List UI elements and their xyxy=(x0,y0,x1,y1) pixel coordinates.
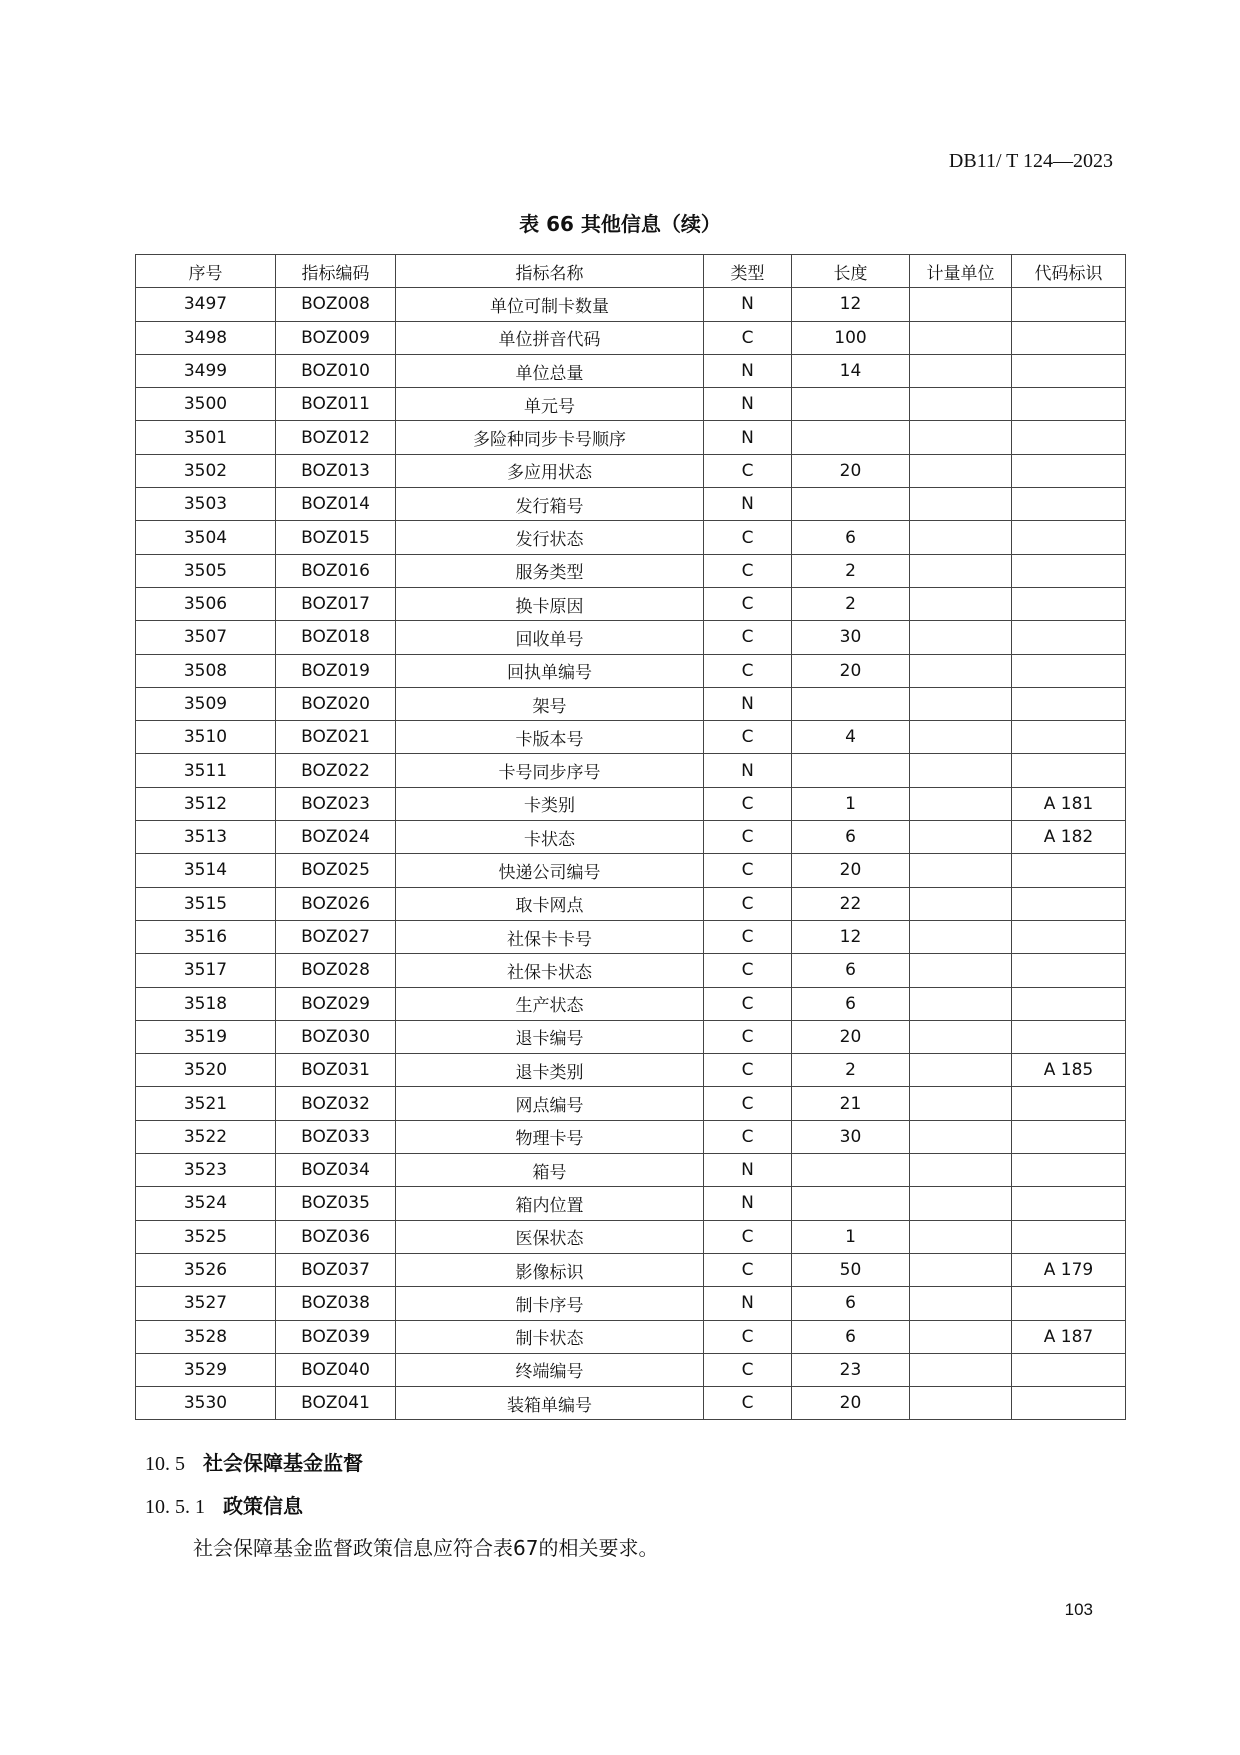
cell-name: 社保卡卡号 xyxy=(396,920,704,953)
cell-type: C xyxy=(704,1253,792,1286)
cell-code-id: A 182 xyxy=(1012,821,1126,854)
cell-name: 换卡原因 xyxy=(396,587,704,620)
cell-seq: 3500 xyxy=(136,388,276,421)
cell-code-id xyxy=(1012,1387,1126,1420)
cell-code-id xyxy=(1012,754,1126,787)
cell-seq: 3524 xyxy=(136,1187,276,1220)
cell-length: 20 xyxy=(792,654,910,687)
cell-name: 服务类型 xyxy=(396,554,704,587)
cell-length: 50 xyxy=(792,1253,910,1286)
cell-type: C xyxy=(704,1020,792,1053)
cell-seq: 3503 xyxy=(136,488,276,521)
cell-length: 2 xyxy=(792,554,910,587)
cell-seq: 3498 xyxy=(136,321,276,354)
cell-type: N xyxy=(704,388,792,421)
cell-code-id xyxy=(1012,987,1126,1020)
cell-code: BOZ018 xyxy=(276,621,396,654)
table-row xyxy=(136,1020,1126,1053)
cell-seq: 3514 xyxy=(136,854,276,887)
cell-unit xyxy=(910,1387,1012,1420)
cell-name: 取卡网点 xyxy=(396,887,704,920)
cell-code: BOZ010 xyxy=(276,354,396,387)
cell-length: 6 xyxy=(792,1320,910,1353)
cell-type: C xyxy=(704,587,792,620)
cell-name: 箱号 xyxy=(396,1154,704,1187)
table-row xyxy=(136,621,1126,654)
section-number: 10. 5 xyxy=(145,1453,185,1475)
cell-seq: 3522 xyxy=(136,1120,276,1153)
cell-length: 6 xyxy=(792,821,910,854)
table-row xyxy=(136,721,1126,754)
cell-length: 23 xyxy=(792,1353,910,1386)
table-row xyxy=(136,488,1126,521)
cell-code: BOZ020 xyxy=(276,687,396,720)
cell-code: BOZ015 xyxy=(276,521,396,554)
table-row xyxy=(136,1120,1126,1153)
cell-length: 20 xyxy=(792,454,910,487)
cell-code: BOZ041 xyxy=(276,1387,396,1420)
column-header: 指标名称 xyxy=(396,255,704,288)
cell-type: N xyxy=(704,1287,792,1320)
table-row xyxy=(136,1253,1126,1286)
cell-code-id xyxy=(1012,621,1126,654)
table-row xyxy=(136,1353,1126,1386)
cell-length: 20 xyxy=(792,854,910,887)
cell-code: BOZ008 xyxy=(276,288,396,321)
cell-code-id xyxy=(1012,887,1126,920)
cell-code-id xyxy=(1012,687,1126,720)
cell-name: 多险种同步卡号顺序 xyxy=(396,421,704,454)
cell-code: BOZ035 xyxy=(276,1187,396,1220)
cell-code: BOZ029 xyxy=(276,987,396,1020)
cell-code: BOZ022 xyxy=(276,754,396,787)
cell-unit xyxy=(910,1320,1012,1353)
cell-type: C xyxy=(704,987,792,1020)
cell-unit xyxy=(910,388,1012,421)
cell-unit xyxy=(910,521,1012,554)
cell-length: 22 xyxy=(792,887,910,920)
cell-code: BOZ037 xyxy=(276,1253,396,1286)
cell-seq: 3515 xyxy=(136,887,276,920)
table-row xyxy=(136,1054,1126,1087)
cell-unit xyxy=(910,1353,1012,1386)
cell-code-id xyxy=(1012,454,1126,487)
cell-length: 12 xyxy=(792,920,910,953)
page-number: 103 xyxy=(1064,1600,1093,1619)
cell-type: C xyxy=(704,1320,792,1353)
table-row xyxy=(136,787,1126,820)
cell-code: BOZ031 xyxy=(276,1054,396,1087)
section-title: 社会保障基金监督 xyxy=(203,1451,363,1475)
cell-unit xyxy=(910,1220,1012,1253)
cell-length: 1 xyxy=(792,1220,910,1253)
cell-name: 回执单编号 xyxy=(396,654,704,687)
cell-code-id xyxy=(1012,854,1126,887)
cell-code: BOZ009 xyxy=(276,321,396,354)
cell-code: BOZ025 xyxy=(276,854,396,887)
cell-code-id: A 187 xyxy=(1012,1320,1126,1353)
cell-type: N xyxy=(704,1154,792,1187)
cell-type: C xyxy=(704,920,792,953)
column-header: 代码标识 xyxy=(1012,255,1126,288)
cell-name: 箱内位置 xyxy=(396,1187,704,1220)
cell-unit xyxy=(910,721,1012,754)
cell-seq: 3504 xyxy=(136,521,276,554)
cell-code: BOZ032 xyxy=(276,1087,396,1120)
cell-code-id xyxy=(1012,1353,1126,1386)
cell-unit xyxy=(910,1154,1012,1187)
column-header: 指标编码 xyxy=(276,255,396,288)
cell-seq: 3501 xyxy=(136,421,276,454)
cell-seq: 3528 xyxy=(136,1320,276,1353)
cell-seq: 3505 xyxy=(136,554,276,587)
cell-length xyxy=(792,421,910,454)
cell-type: C xyxy=(704,854,792,887)
cell-unit xyxy=(910,1020,1012,1053)
cell-code-id xyxy=(1012,321,1126,354)
cell-code: BOZ017 xyxy=(276,587,396,620)
cell-seq: 3520 xyxy=(136,1054,276,1087)
cell-seq: 3526 xyxy=(136,1253,276,1286)
cell-code-id xyxy=(1012,954,1126,987)
cell-seq: 3517 xyxy=(136,954,276,987)
cell-code: BOZ021 xyxy=(276,721,396,754)
cell-length: 30 xyxy=(792,621,910,654)
cell-code: BOZ011 xyxy=(276,388,396,421)
cell-code-id xyxy=(1012,354,1126,387)
table-title: 表 66 其他信息（续） xyxy=(519,212,721,236)
cell-length: 2 xyxy=(792,587,910,620)
cell-code-id: A 185 xyxy=(1012,1054,1126,1087)
cell-code: BOZ012 xyxy=(276,421,396,454)
cell-unit xyxy=(910,621,1012,654)
cell-seq: 3530 xyxy=(136,1387,276,1420)
cell-name: 影像标识 xyxy=(396,1253,704,1286)
cell-type: C xyxy=(704,321,792,354)
cell-code-id xyxy=(1012,1287,1126,1320)
cell-length: 21 xyxy=(792,1087,910,1120)
cell-code-id xyxy=(1012,1220,1126,1253)
cell-type: C xyxy=(704,1353,792,1386)
cell-type: C xyxy=(704,1054,792,1087)
cell-name: 医保状态 xyxy=(396,1220,704,1253)
column-header: 长度 xyxy=(792,255,910,288)
cell-code-id xyxy=(1012,1120,1126,1153)
cell-type: N xyxy=(704,754,792,787)
table-row xyxy=(136,887,1126,920)
cell-seq: 3497 xyxy=(136,288,276,321)
cell-length: 6 xyxy=(792,1287,910,1320)
cell-code: BOZ036 xyxy=(276,1220,396,1253)
table-row xyxy=(136,587,1126,620)
cell-length: 14 xyxy=(792,354,910,387)
cell-length: 6 xyxy=(792,954,910,987)
cell-name: 退卡类别 xyxy=(396,1054,704,1087)
table-row xyxy=(136,421,1126,454)
cell-name: 物理卡号 xyxy=(396,1120,704,1153)
table-row xyxy=(136,1387,1126,1420)
cell-unit xyxy=(910,421,1012,454)
cell-unit xyxy=(910,587,1012,620)
cell-unit xyxy=(910,1187,1012,1220)
cell-seq: 3507 xyxy=(136,621,276,654)
table-row xyxy=(136,321,1126,354)
cell-name: 架号 xyxy=(396,687,704,720)
cell-unit xyxy=(910,1253,1012,1286)
cell-unit xyxy=(910,288,1012,321)
cell-code: BOZ024 xyxy=(276,821,396,854)
cell-unit xyxy=(910,887,1012,920)
cell-name: 制卡状态 xyxy=(396,1320,704,1353)
table-row xyxy=(136,821,1126,854)
table-row xyxy=(136,854,1126,887)
table-row xyxy=(136,1187,1126,1220)
cell-length: 4 xyxy=(792,721,910,754)
table-row xyxy=(136,1320,1126,1353)
cell-code-id xyxy=(1012,1154,1126,1187)
cell-seq: 3512 xyxy=(136,787,276,820)
cell-unit xyxy=(910,920,1012,953)
table-row xyxy=(136,1154,1126,1187)
cell-type: N xyxy=(704,687,792,720)
cell-name: 发行状态 xyxy=(396,521,704,554)
cell-name: 卡号同步序号 xyxy=(396,754,704,787)
cell-code-id xyxy=(1012,587,1126,620)
section-heading-10-5-1 xyxy=(145,1490,303,1519)
column-header: 类型 xyxy=(704,255,792,288)
cell-code-id xyxy=(1012,554,1126,587)
cell-length: 1 xyxy=(792,787,910,820)
cell-length: 20 xyxy=(792,1020,910,1053)
cell-unit xyxy=(910,1087,1012,1120)
cell-type: C xyxy=(704,621,792,654)
cell-type: C xyxy=(704,954,792,987)
cell-seq: 3509 xyxy=(136,687,276,720)
column-header: 序号 xyxy=(136,255,276,288)
cell-code: BOZ014 xyxy=(276,488,396,521)
cell-type: C xyxy=(704,787,792,820)
cell-code-id xyxy=(1012,388,1126,421)
cell-unit xyxy=(910,654,1012,687)
cell-unit xyxy=(910,454,1012,487)
cell-length xyxy=(792,1154,910,1187)
cell-length: 12 xyxy=(792,288,910,321)
cell-length: 30 xyxy=(792,1120,910,1153)
cell-unit xyxy=(910,754,1012,787)
cell-type: C xyxy=(704,1120,792,1153)
table-row xyxy=(136,521,1126,554)
section-heading-10-5 xyxy=(145,1447,363,1476)
cell-code: BOZ013 xyxy=(276,454,396,487)
table-row xyxy=(136,687,1126,720)
cell-length: 2 xyxy=(792,1054,910,1087)
cell-type: N xyxy=(704,354,792,387)
cell-unit xyxy=(910,687,1012,720)
table-row xyxy=(136,987,1126,1020)
table-row xyxy=(136,454,1126,487)
cell-seq: 3499 xyxy=(136,354,276,387)
cell-code-id xyxy=(1012,1187,1126,1220)
cell-type: C xyxy=(704,1387,792,1420)
cell-seq: 3529 xyxy=(136,1353,276,1386)
cell-type: C xyxy=(704,1087,792,1120)
cell-code-id xyxy=(1012,721,1126,754)
section-number: 10. 5. 1 xyxy=(145,1496,205,1518)
cell-unit xyxy=(910,554,1012,587)
cell-length xyxy=(792,1187,910,1220)
cell-name: 装箱单编号 xyxy=(396,1387,704,1420)
cell-seq: 3523 xyxy=(136,1154,276,1187)
table-row xyxy=(136,354,1126,387)
cell-seq: 3506 xyxy=(136,587,276,620)
cell-seq: 3519 xyxy=(136,1020,276,1053)
cell-unit xyxy=(910,987,1012,1020)
cell-code: BOZ039 xyxy=(276,1320,396,1353)
table-row xyxy=(136,920,1126,953)
cell-unit xyxy=(910,1287,1012,1320)
indicator-table xyxy=(135,254,1126,1420)
cell-code-id xyxy=(1012,288,1126,321)
table-row xyxy=(136,954,1126,987)
cell-unit xyxy=(910,1120,1012,1153)
cell-name: 网点编号 xyxy=(396,1087,704,1120)
body-paragraph: 社会保障基金监督政策信息应符合表67的相关要求。 xyxy=(193,1536,659,1560)
cell-code: BOZ034 xyxy=(276,1154,396,1187)
cell-unit xyxy=(910,321,1012,354)
cell-code-id xyxy=(1012,521,1126,554)
cell-unit xyxy=(910,1054,1012,1087)
cell-type: N xyxy=(704,488,792,521)
cell-type: C xyxy=(704,887,792,920)
cell-unit xyxy=(910,787,1012,820)
cell-type: N xyxy=(704,1187,792,1220)
cell-code-id xyxy=(1012,1020,1126,1053)
cell-name: 单位总量 xyxy=(396,354,704,387)
cell-name: 单元号 xyxy=(396,388,704,421)
table-row xyxy=(136,1220,1126,1253)
table-row xyxy=(136,388,1126,421)
cell-type: N xyxy=(704,421,792,454)
table-row xyxy=(136,1287,1126,1320)
cell-code: BOZ016 xyxy=(276,554,396,587)
cell-name: 发行箱号 xyxy=(396,488,704,521)
cell-length: 100 xyxy=(792,321,910,354)
cell-seq: 3521 xyxy=(136,1087,276,1120)
cell-code-id: A 179 xyxy=(1012,1253,1126,1286)
cell-name: 卡类别 xyxy=(396,787,704,820)
cell-code: BOZ026 xyxy=(276,887,396,920)
cell-name: 快递公司编号 xyxy=(396,854,704,887)
cell-code: BOZ027 xyxy=(276,920,396,953)
cell-length: 6 xyxy=(792,521,910,554)
cell-length: 20 xyxy=(792,1387,910,1420)
document-code: DB11/ T 124—2023 xyxy=(948,150,1113,172)
cell-name: 单位拼音代码 xyxy=(396,321,704,354)
table-body xyxy=(136,288,1126,1420)
cell-length: 6 xyxy=(792,987,910,1020)
cell-name: 退卡编号 xyxy=(396,1020,704,1053)
cell-code: BOZ040 xyxy=(276,1353,396,1386)
section-title: 政策信息 xyxy=(223,1494,303,1518)
cell-seq: 3516 xyxy=(136,920,276,953)
cell-code-id xyxy=(1012,920,1126,953)
cell-length xyxy=(792,488,910,521)
cell-name: 卡版本号 xyxy=(396,721,704,754)
cell-name: 制卡序号 xyxy=(396,1287,704,1320)
cell-name: 卡状态 xyxy=(396,821,704,854)
cell-code: BOZ038 xyxy=(276,1287,396,1320)
table-row xyxy=(136,554,1126,587)
cell-length xyxy=(792,687,910,720)
cell-unit xyxy=(910,354,1012,387)
table-header-row xyxy=(136,255,1126,288)
cell-name: 多应用状态 xyxy=(396,454,704,487)
table-row xyxy=(136,754,1126,787)
table-row xyxy=(136,654,1126,687)
cell-unit xyxy=(910,821,1012,854)
cell-code-id xyxy=(1012,488,1126,521)
cell-name: 单位可制卡数量 xyxy=(396,288,704,321)
cell-seq: 3518 xyxy=(136,987,276,1020)
cell-type: C xyxy=(704,721,792,754)
cell-seq: 3513 xyxy=(136,821,276,854)
cell-code-id xyxy=(1012,421,1126,454)
cell-type: C xyxy=(704,554,792,587)
cell-code: BOZ028 xyxy=(276,954,396,987)
column-header: 计量单位 xyxy=(910,255,1012,288)
cell-name: 回收单号 xyxy=(396,621,704,654)
cell-seq: 3527 xyxy=(136,1287,276,1320)
cell-code-id xyxy=(1012,654,1126,687)
cell-seq: 3510 xyxy=(136,721,276,754)
cell-unit xyxy=(910,954,1012,987)
cell-code-id: A 181 xyxy=(1012,787,1126,820)
cell-code: BOZ023 xyxy=(276,787,396,820)
cell-seq: 3508 xyxy=(136,654,276,687)
cell-code-id xyxy=(1012,1087,1126,1120)
table-row xyxy=(136,288,1126,321)
cell-type: C xyxy=(704,454,792,487)
table-row xyxy=(136,1087,1126,1120)
cell-unit xyxy=(910,854,1012,887)
cell-seq: 3511 xyxy=(136,754,276,787)
cell-type: C xyxy=(704,654,792,687)
cell-type: C xyxy=(704,521,792,554)
cell-seq: 3502 xyxy=(136,454,276,487)
cell-code: BOZ033 xyxy=(276,1120,396,1153)
cell-name: 终端编号 xyxy=(396,1353,704,1386)
cell-type: C xyxy=(704,1220,792,1253)
cell-seq: 3525 xyxy=(136,1220,276,1253)
cell-code: BOZ030 xyxy=(276,1020,396,1053)
cell-code: BOZ019 xyxy=(276,654,396,687)
cell-type: C xyxy=(704,821,792,854)
cell-name: 生产状态 xyxy=(396,987,704,1020)
cell-length xyxy=(792,754,910,787)
cell-type: N xyxy=(704,288,792,321)
cell-length xyxy=(792,388,910,421)
cell-unit xyxy=(910,488,1012,521)
cell-name: 社保卡状态 xyxy=(396,954,704,987)
